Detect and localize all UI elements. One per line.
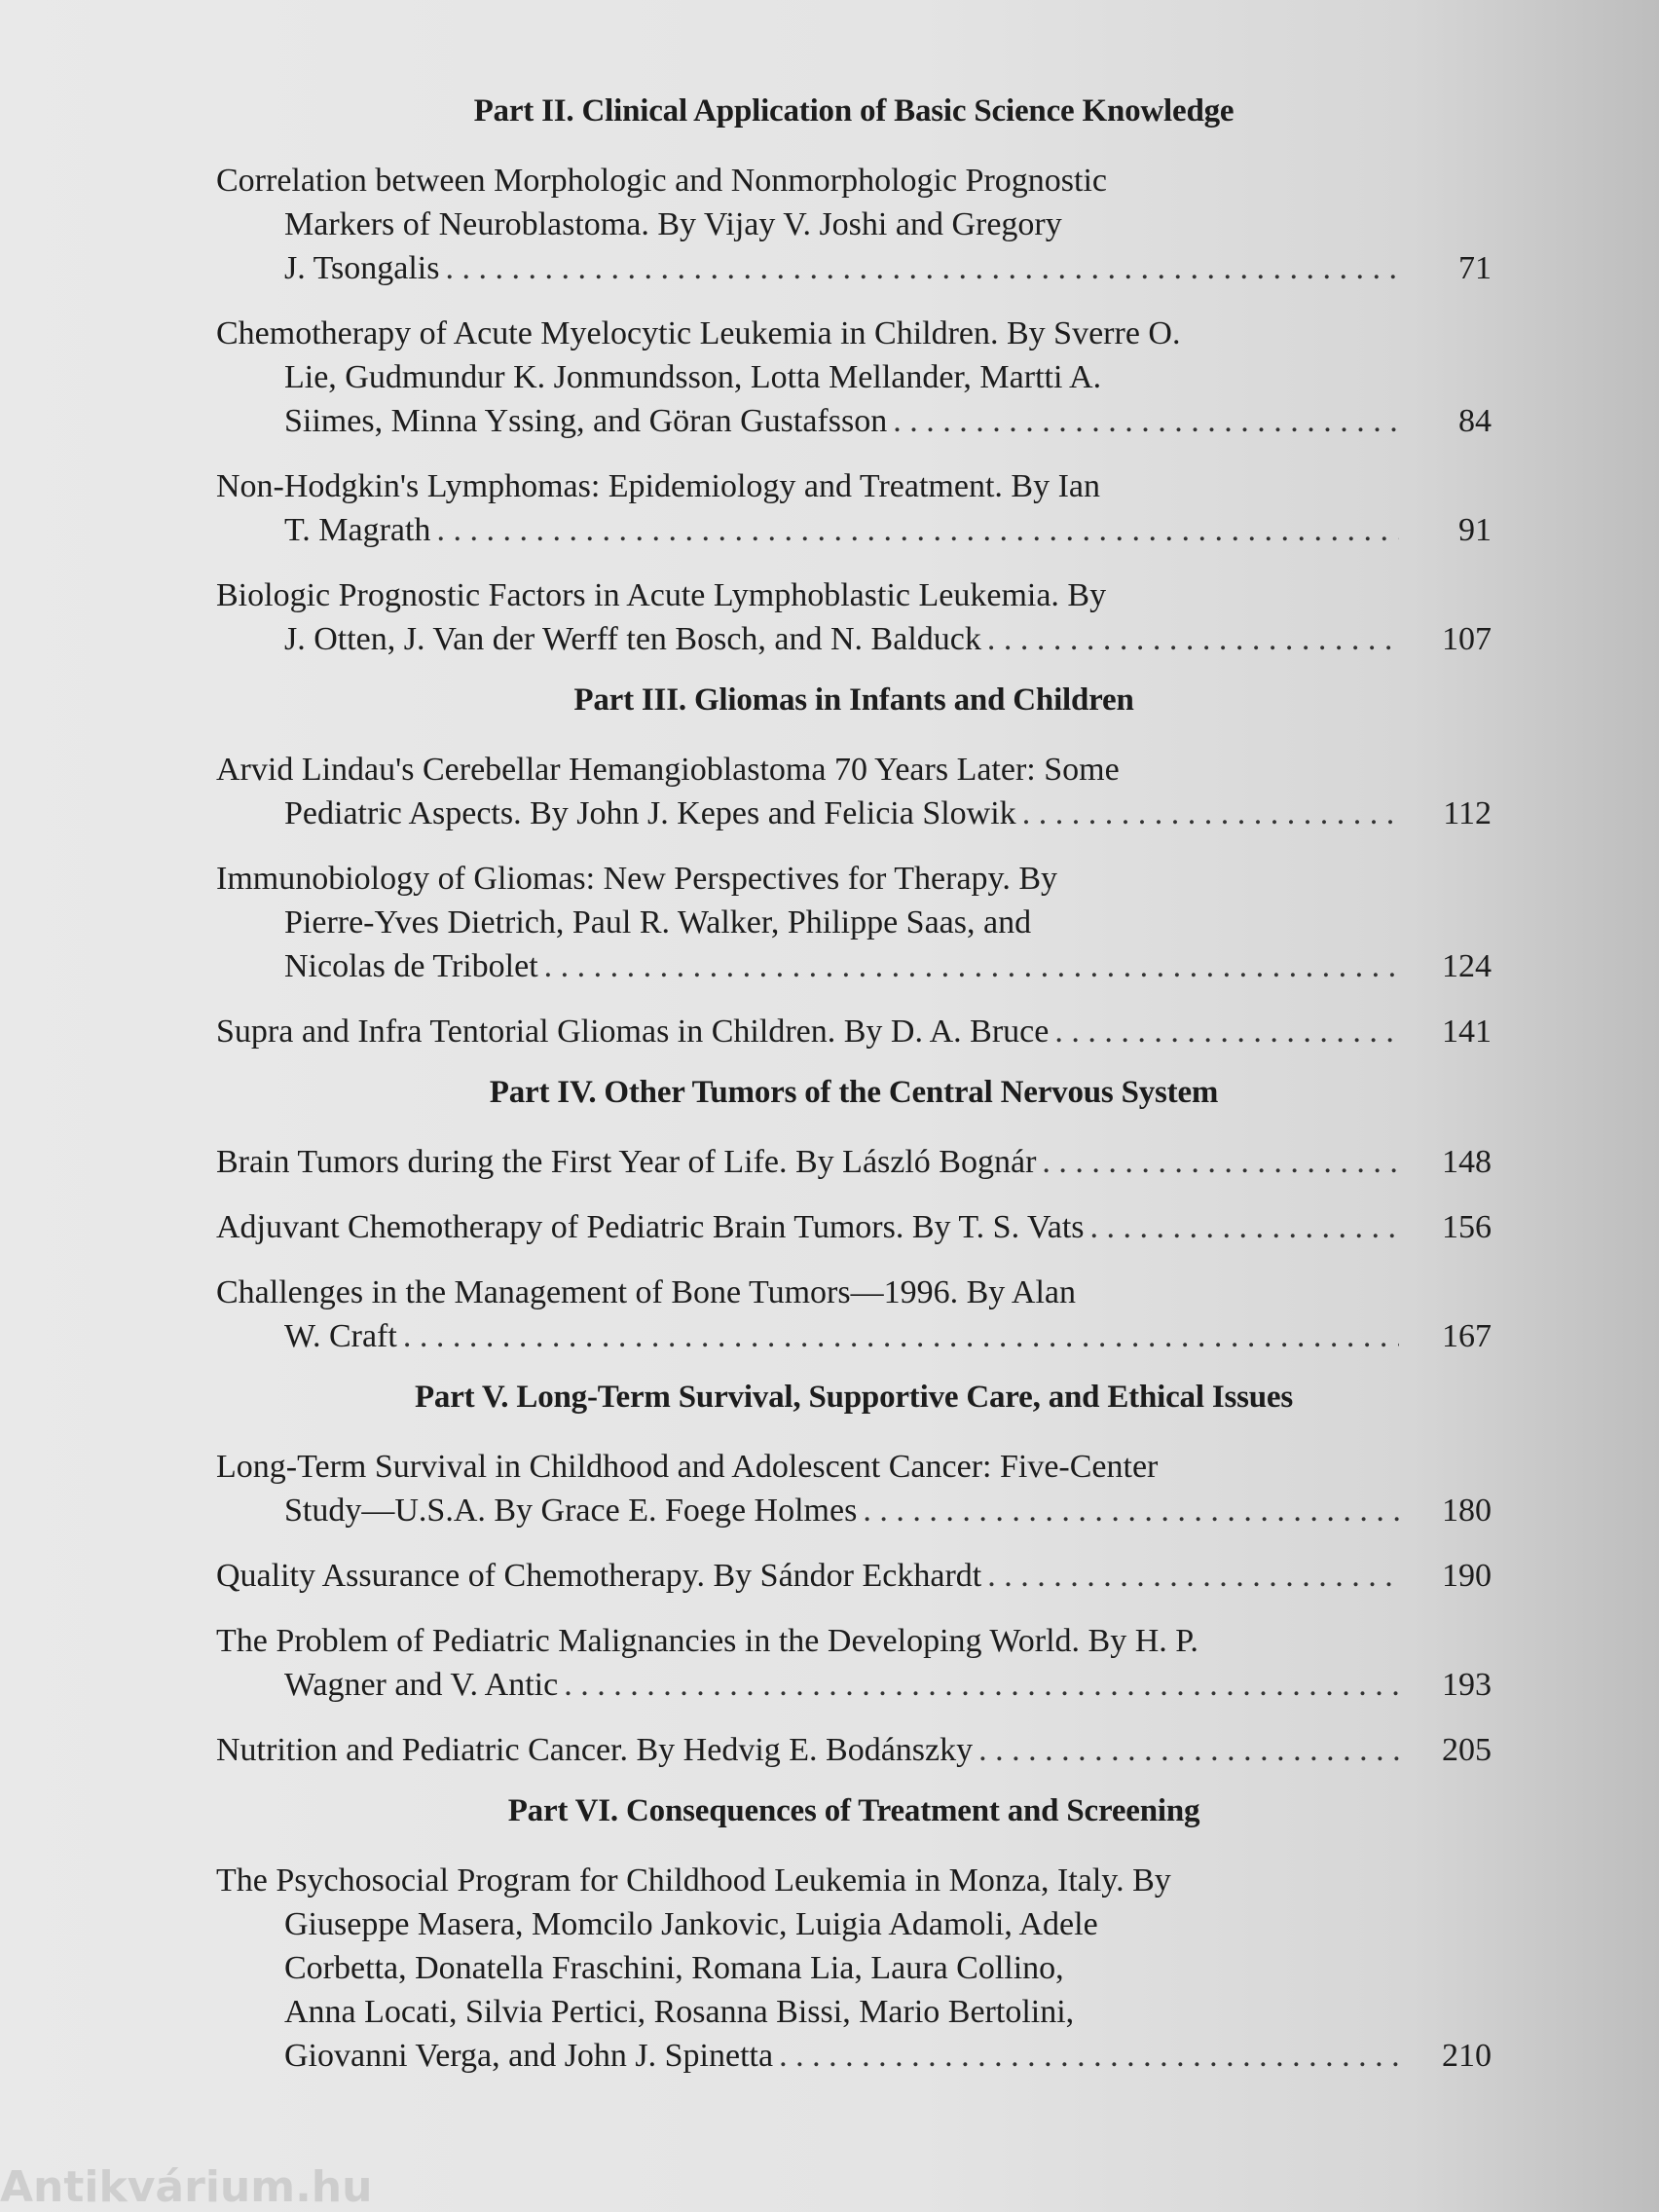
entry-title-line: Biologic Prognostic Factors in Acute Lymphoblastic Leukemia. By — [216, 577, 1107, 613]
entry-last-line — [216, 246, 1399, 290]
entry-authors: Giovanni Verga, and John J. Spinetta — [284, 2038, 774, 2074]
entry-last-line — [216, 1314, 1399, 1358]
page-number: 91 — [1458, 512, 1492, 548]
page-number: 180 — [1442, 1493, 1492, 1529]
entry-continuation-line: Anna Locati, Silvia Pertici, Rosanna Bissi, Mario Bertolini, — [284, 1994, 1075, 2030]
watermark-logo: Antikvárium.hu — [0, 2162, 373, 2212]
entry-continuation-line: Lie, Gudmundur K. Jonmundsson, Lotta Mellander, Martti A. — [284, 359, 1102, 395]
entry-authors: J. Tsongalis — [284, 250, 440, 286]
table-of-contents — [216, 93, 1492, 2099]
entry-last-line — [216, 2034, 1399, 2078]
entry-title-line: Non-Hodgkin's Lymphomas: Epidemiology and Treatment. By Ian — [216, 468, 1101, 504]
entry-continuation-line: Corbetta, Donatella Fraschini, Romana Lia, Laura Collino, — [284, 1950, 1064, 1986]
entry-last-line — [216, 1554, 1399, 1598]
entry-authors: T. Magrath — [284, 512, 431, 548]
page-number: 84 — [1458, 403, 1492, 439]
leader-dots — [863, 1489, 1399, 1532]
entry-title-and-authors: Nutrition and Pediatric Cancer. By Hedvig E. Bodánszky — [216, 1732, 974, 1768]
toc-entry — [216, 1859, 1492, 2078]
leader-dots — [564, 1663, 1399, 1707]
leader-dots — [987, 1554, 1399, 1598]
entry-last-line — [216, 1010, 1399, 1053]
entry-last-line — [216, 1140, 1399, 1184]
entry-last-line — [216, 792, 1399, 835]
leader-dots — [893, 399, 1399, 443]
entry-last-line — [216, 944, 1399, 988]
page-number: 210 — [1442, 2038, 1492, 2074]
toc-section — [216, 1793, 1492, 2078]
entry-continuation-line: Pierre-Yves Dietrich, Paul R. Walker, Philippe Saas, and — [284, 904, 1032, 940]
page-number: 107 — [1442, 621, 1492, 657]
leader-dots — [544, 944, 1399, 988]
toc-entry — [216, 1205, 1492, 1249]
leader-dots — [779, 2034, 1399, 2078]
entry-title-and-authors: Supra and Infra Tentorial Gliomas in Children. By D. A. Bruce — [216, 1014, 1050, 1050]
leader-dots — [1090, 1205, 1399, 1249]
toc-entry — [216, 464, 1492, 552]
toc-entry — [216, 857, 1492, 988]
toc-entry — [216, 1728, 1492, 1772]
toc-entry — [216, 1445, 1492, 1532]
leader-dots — [1022, 792, 1399, 835]
entry-last-line — [216, 1205, 1399, 1249]
page-number: 148 — [1442, 1144, 1492, 1180]
entry-last-line — [216, 617, 1399, 661]
toc-entry — [216, 1554, 1492, 1598]
toc-entry — [216, 748, 1492, 835]
entry-title-line: The Problem of Pediatric Malignancies in the Developing World. By H. P. — [216, 1623, 1198, 1659]
entry-authors: Siimes, Minna Yssing, and Göran Gustafsson — [284, 403, 888, 439]
page-number: 190 — [1442, 1558, 1492, 1594]
entry-last-line — [216, 508, 1399, 552]
entry-title-and-authors: Adjuvant Chemotherapy of Pediatric Brain Tumors. By T. S. Vats — [216, 1209, 1085, 1245]
toc-entry — [216, 312, 1492, 443]
entry-authors: Pediatric Aspects. By John J. Kepes and Felicia Slowik — [284, 795, 1016, 831]
section-title: Part V. Long-Term Survival, Supportive Care, and Ethical Issues — [414, 1380, 1294, 1415]
toc-section — [216, 1380, 1492, 1772]
leader-dots — [1054, 1010, 1399, 1053]
entry-authors: Nicolas de Tribolet — [284, 948, 538, 984]
entry-title-line: Long-Term Survival in Childhood and Adolescent Cancer: Five-Center — [216, 1449, 1159, 1485]
section-title: Part III. Gliomas in Infants and Children — [573, 682, 1134, 718]
entry-title-line: Chemotherapy of Acute Myelocytic Leukemia in Children. By Sverre O. — [216, 315, 1181, 351]
entry-title-and-authors: Brain Tumors during the First Year of Life. By László Bognár — [216, 1144, 1037, 1180]
entry-title-line: Correlation between Morphologic and Nonmorphologic Prognostic — [216, 163, 1107, 199]
entry-last-line — [216, 399, 1399, 443]
page-number: 193 — [1442, 1667, 1492, 1703]
entry-authors: W. Craft — [284, 1318, 397, 1354]
entry-continuation-line: Giuseppe Masera, Momcilo Jankovic, Luigia Adamoli, Adele — [284, 1906, 1098, 1942]
section-title: Part II. Clinical Application of Basic Science Knowledge — [473, 93, 1235, 129]
leader-dots — [987, 617, 1399, 661]
leader-dots — [436, 508, 1399, 552]
toc-section — [216, 93, 1492, 661]
section-title: Part VI. Consequences of Treatment and Screening — [507, 1793, 1200, 1828]
entry-authors: Study—U.S.A. By Grace E. Foege Holmes — [284, 1493, 858, 1529]
leader-dots — [978, 1728, 1399, 1772]
page-number: 124 — [1442, 948, 1492, 984]
toc-section — [216, 1075, 1492, 1358]
toc-entry — [216, 159, 1492, 290]
page-number: 167 — [1442, 1318, 1492, 1354]
toc-entry — [216, 1619, 1492, 1707]
entry-last-line — [216, 1489, 1399, 1532]
entry-title-line: The Psychosocial Program for Childhood Leukemia in Monza, Italy. By — [216, 1862, 1171, 1899]
leader-dots — [403, 1314, 1399, 1358]
toc-entry — [216, 1271, 1492, 1358]
page-number: 112 — [1443, 795, 1492, 831]
page-number: 141 — [1442, 1014, 1492, 1050]
entry-continuation-line: Markers of Neuroblastoma. By Vijay V. Joshi and Gregory — [284, 206, 1062, 242]
entry-title-line: Challenges in the Management of Bone Tumors—1996. By Alan — [216, 1274, 1076, 1310]
entry-title-line: Arvid Lindau's Cerebellar Hemangioblastoma 70 Years Later: Some — [216, 752, 1120, 788]
toc-entry — [216, 1010, 1492, 1053]
toc-entry — [216, 573, 1492, 661]
entry-title-line: Immunobiology of Gliomas: New Perspectives for Therapy. By — [216, 861, 1058, 897]
entry-authors: J. Otten, J. Van der Werff ten Bosch, and N. Balduck — [284, 621, 981, 657]
toc-entry — [216, 1140, 1492, 1184]
leader-dots — [445, 246, 1399, 290]
entry-last-line — [216, 1663, 1399, 1707]
entry-authors: Wagner and V. Antic — [284, 1667, 559, 1703]
toc-section — [216, 682, 1492, 1053]
entry-last-line — [216, 1728, 1399, 1772]
page-number: 205 — [1442, 1732, 1492, 1768]
page-number: 71 — [1458, 250, 1492, 286]
section-title: Part IV. Other Tumors of the Central Nervous System — [489, 1075, 1219, 1110]
page-number: 156 — [1442, 1209, 1492, 1245]
leader-dots — [1042, 1140, 1399, 1184]
entry-title-and-authors: Quality Assurance of Chemotherapy. By Sándor Eckhardt — [216, 1558, 982, 1594]
